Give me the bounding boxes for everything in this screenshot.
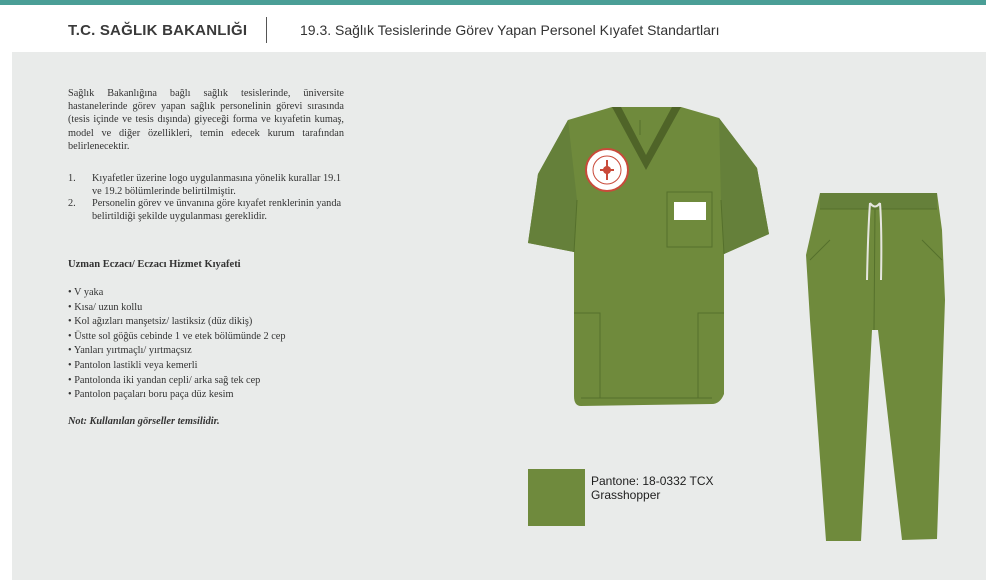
ministry-seal-icon [586, 149, 628, 191]
feature-item: • Yanları yırtmaçlı/ yırtmaçsız [68, 344, 286, 359]
brand-title: T.C. SAĞLIK BAKANLIĞI [68, 22, 248, 39]
disclaimer-note: Not: Kullanılan görseller temsilidir. [68, 416, 220, 427]
pantone-code: Pantone: 18-0332 TCX [591, 474, 714, 488]
list-text: Personelin görev ve ünvanına göre kıyafet renklerinin yanda belirtildiği şekilde uygulanması gereklidir. [92, 198, 342, 222]
feature-item: • Pantolon lastikli veya kemerli [68, 359, 286, 374]
pantone-name: Grasshopper [591, 488, 661, 502]
pantone-label [591, 474, 714, 502]
section-title: 19.3. Sağlık Tesislerinde Görev Yapan Personel Kıyafet Standartları [300, 22, 720, 38]
feature-item: • Kısa/ uzun kollu [68, 301, 286, 316]
intro-paragraph: Sağlık Bakanlığına bağlı sağlık tesislerinde, üniversite hastanelerinde görev yapan sağlık personelinin görevi sırasında (tesis içinde ve tesis dışında) giyeceği forma ve kıyafetin kumaş, model ve diğer özellikleri, temin edecek kurum tarafından belirlenecektir. [68, 88, 344, 152]
feature-item: • Pantolonda iki yandan cepli/ arka sağ tek cep [68, 374, 286, 389]
feature-item: • V yaka [68, 286, 286, 301]
feature-item: • Pantolon paçaları boru paça düz kesim [68, 388, 286, 403]
color-swatch [528, 469, 585, 526]
list-number: 1. [68, 173, 76, 184]
list-number: 2. [68, 198, 76, 210]
feature-item: • Kol ağızları manşetsiz/ lastiksiz (düz dikiş) [68, 315, 286, 330]
uniform-subtitle: Uzman Eczacı/ Eczacı Hizmet Kıyafeti [68, 259, 241, 270]
list-text: Kıyafetler üzerine logo uygulanmasına yönelik kurallar 19.1 ve 19.2 bölümlerinde belirtilmiştir. [92, 173, 342, 197]
trousers-image [806, 193, 945, 541]
scrub-top-image [528, 107, 769, 406]
feature-item: • Üstte sol göğüs cebinde 1 ve etek bölümünde 2 cep [68, 330, 286, 345]
